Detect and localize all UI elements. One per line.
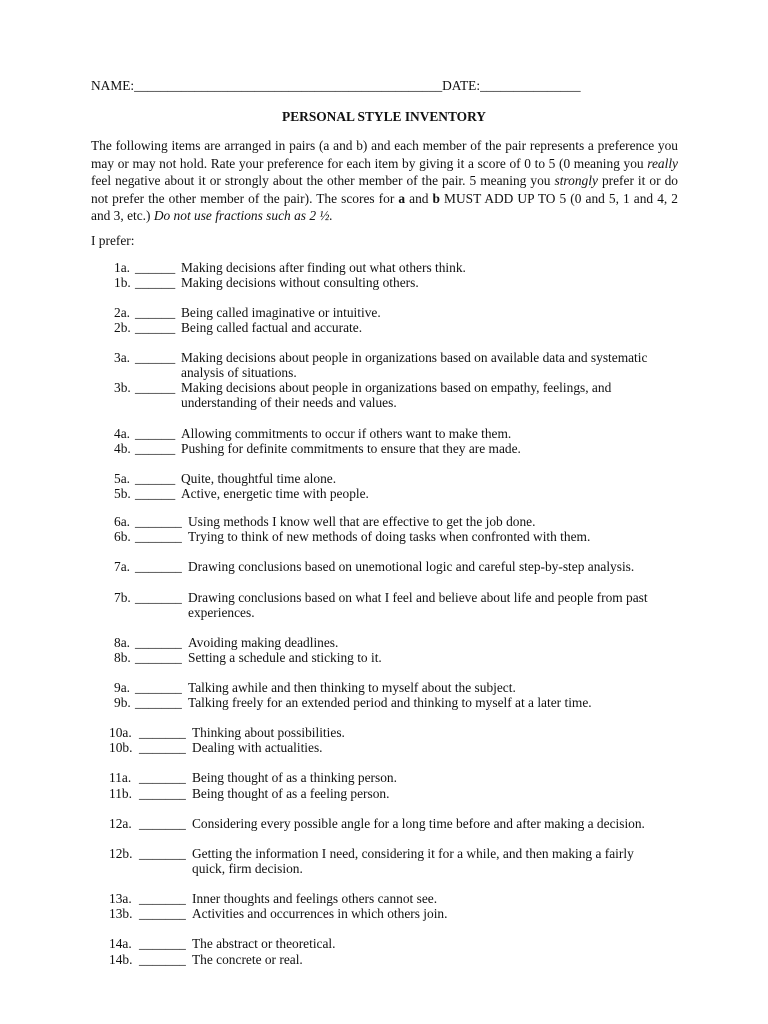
score-blank[interactable]: ______: [135, 275, 176, 290]
score-blank[interactable]: _______: [135, 635, 182, 650]
intro-text-3: prefer it or do not prefer the other member of the pair). The scores for: [91, 173, 678, 206]
item-text: Quite, thoughtful time alone.: [181, 471, 337, 486]
intro-text-2: feel negative about it or strongly about the other member of the pair. 5 meaning you: [91, 173, 555, 188]
intro-bold-a: a: [398, 190, 406, 206]
score-blank[interactable]: _______: [135, 529, 182, 544]
item-number: 10b.: [109, 740, 133, 755]
item-text: Avoiding making deadlines.: [188, 635, 339, 650]
item-number: 12a.: [109, 816, 132, 831]
intro-strongly: strongly: [554, 173, 598, 188]
score-blank[interactable]: _______: [135, 650, 182, 665]
header-line: [91, 78, 581, 94]
item-number: 11a.: [109, 770, 132, 785]
date-label: DATE:: [442, 78, 481, 93]
item-text: The concrete or real.: [192, 952, 303, 967]
item-text: Drawing conclusions based on unemotional logic and careful step-by-step analysis.: [188, 559, 635, 574]
item-text: Making decisions without consulting others.: [181, 275, 419, 290]
score-blank[interactable]: ______: [135, 471, 176, 486]
item-number: 7b.: [114, 590, 131, 605]
item-text: Being called factual and accurate.: [181, 320, 363, 335]
page-title: PERSONAL STYLE INVENTORY: [282, 109, 486, 124]
item-number: 1b.: [114, 275, 131, 290]
item-text: Considering every possible angle for a long time before and after making a decision.: [192, 816, 645, 831]
item-number: 2b.: [114, 320, 131, 335]
score-blank[interactable]: _______: [139, 786, 186, 801]
item-text: Allowing commitments to occur if others want to make them.: [181, 426, 512, 441]
score-blank[interactable]: _______: [139, 846, 186, 861]
score-blank[interactable]: _______: [139, 906, 186, 921]
item-text: Talking freely for an extended period and thinking to myself at a later time.: [188, 695, 592, 710]
item-number: 13a.: [109, 891, 132, 906]
name-label: NAME:: [91, 78, 135, 93]
item-number: 4a.: [114, 426, 130, 441]
score-blank[interactable]: _______: [139, 740, 186, 755]
score-blank[interactable]: _______: [135, 559, 182, 574]
intro-and: and: [405, 190, 433, 206]
item-number: 2a.: [114, 305, 130, 320]
item-text: Thinking about possibilities.: [192, 725, 345, 740]
score-blank[interactable]: ______: [135, 486, 176, 501]
item-number: 14b.: [109, 952, 133, 967]
instructions-paragraph: [91, 137, 678, 225]
prefer-label: I prefer:: [91, 233, 135, 248]
score-blank[interactable]: ______: [135, 305, 176, 320]
score-blank[interactable]: _______: [139, 936, 186, 951]
item-text: Active, energetic time with people.: [181, 486, 369, 501]
score-blank[interactable]: ______: [135, 380, 176, 395]
intro-really: really: [647, 155, 678, 171]
item-text: Getting the information I need, considering it for a while, and then making a fairly quick, firm decision.: [192, 846, 634, 877]
item-number: 6a.: [114, 514, 130, 529]
score-blank[interactable]: ______: [135, 320, 176, 335]
score-blank[interactable]: ______: [135, 441, 176, 456]
score-blank[interactable]: _______: [135, 514, 182, 529]
item-number: 8b.: [114, 650, 131, 665]
item-number: 9b.: [114, 695, 131, 710]
item-text: Being thought of as a thinking person.: [192, 770, 397, 785]
item-number: 12b.: [109, 846, 133, 861]
item-text: Making decisions after finding out what others think.: [181, 260, 466, 275]
score-blank[interactable]: _______: [139, 891, 186, 906]
item-number: 3b.: [114, 380, 131, 395]
item-number: 11b.: [109, 786, 132, 801]
item-text: Activities and occurrences in which others join.: [192, 906, 448, 921]
score-blank[interactable]: ______: [135, 260, 176, 275]
item-number: 4b.: [114, 441, 131, 456]
item-text: Trying to think of new methods of doing tasks when confronted with them.: [188, 529, 591, 544]
score-blank[interactable]: _______: [135, 680, 182, 695]
item-text: The abstract or theoretical.: [192, 936, 336, 951]
item-text: Drawing conclusions based on what I feel and believe about life and people from past experiences.: [188, 590, 648, 621]
score-blank[interactable]: _______: [139, 952, 186, 967]
item-number: 5a.: [114, 471, 130, 486]
intro-text-1: The following items are arranged in pairs (a and b) and each member of the pair represents a preference you may or may not hold. Rate your preference for each item by giving it a score of 0 to 5 (0 meaning you: [91, 138, 678, 171]
score-blank[interactable]: ______: [135, 350, 176, 365]
item-number: 1a.: [114, 260, 130, 275]
item-text: Talking awhile and then thinking to myself about the subject.: [188, 680, 516, 695]
item-text: Being called imaginative or intuitive.: [181, 305, 381, 320]
intro-text-4: MUST ADD UP TO 5 (0 and 5, 1 and 4, 2 and 3, etc.): [91, 190, 679, 223]
score-blank[interactable]: ______: [135, 426, 176, 441]
item-text: Being thought of as a feeling person.: [192, 786, 390, 801]
name-field[interactable]: ______________________________________________: [134, 78, 443, 93]
item-number: 14a.: [109, 936, 132, 951]
score-blank[interactable]: _______: [135, 695, 182, 710]
item-number: 7a.: [114, 559, 130, 574]
item-number: 3a.: [114, 350, 130, 365]
score-blank[interactable]: _______: [135, 590, 182, 605]
item-number: 13b.: [109, 906, 133, 921]
item-text: Setting a schedule and sticking to it.: [188, 650, 382, 665]
item-text: Pushing for definite commitments to ensure that they are made.: [181, 441, 521, 456]
intro-fractions-note: Do not use fractions such as 2 ½.: [153, 208, 333, 223]
item-text: Dealing with actualities.: [192, 740, 323, 755]
item-text: Making decisions about people in organizations based on available data and systematic analysis of situations.: [181, 350, 648, 381]
item-number: 10a.: [109, 725, 132, 740]
item-text: Making decisions about people in organizations based on empathy, feelings, and understanding of their needs and values.: [181, 380, 612, 411]
item-text: Inner thoughts and feelings others cannot see.: [192, 891, 438, 906]
item-number: 9a.: [114, 680, 130, 695]
intro-bold-b: b: [432, 190, 440, 206]
item-number: 8a.: [114, 635, 130, 650]
item-number: 5b.: [114, 486, 131, 501]
date-field[interactable]: _______________: [480, 78, 581, 93]
score-blank[interactable]: _______: [139, 725, 186, 740]
item-text: Using methods I know well that are effective to get the job done.: [188, 514, 536, 529]
item-number: 6b.: [114, 529, 131, 544]
score-blank[interactable]: _______: [139, 770, 186, 785]
score-blank[interactable]: _______: [139, 816, 186, 831]
